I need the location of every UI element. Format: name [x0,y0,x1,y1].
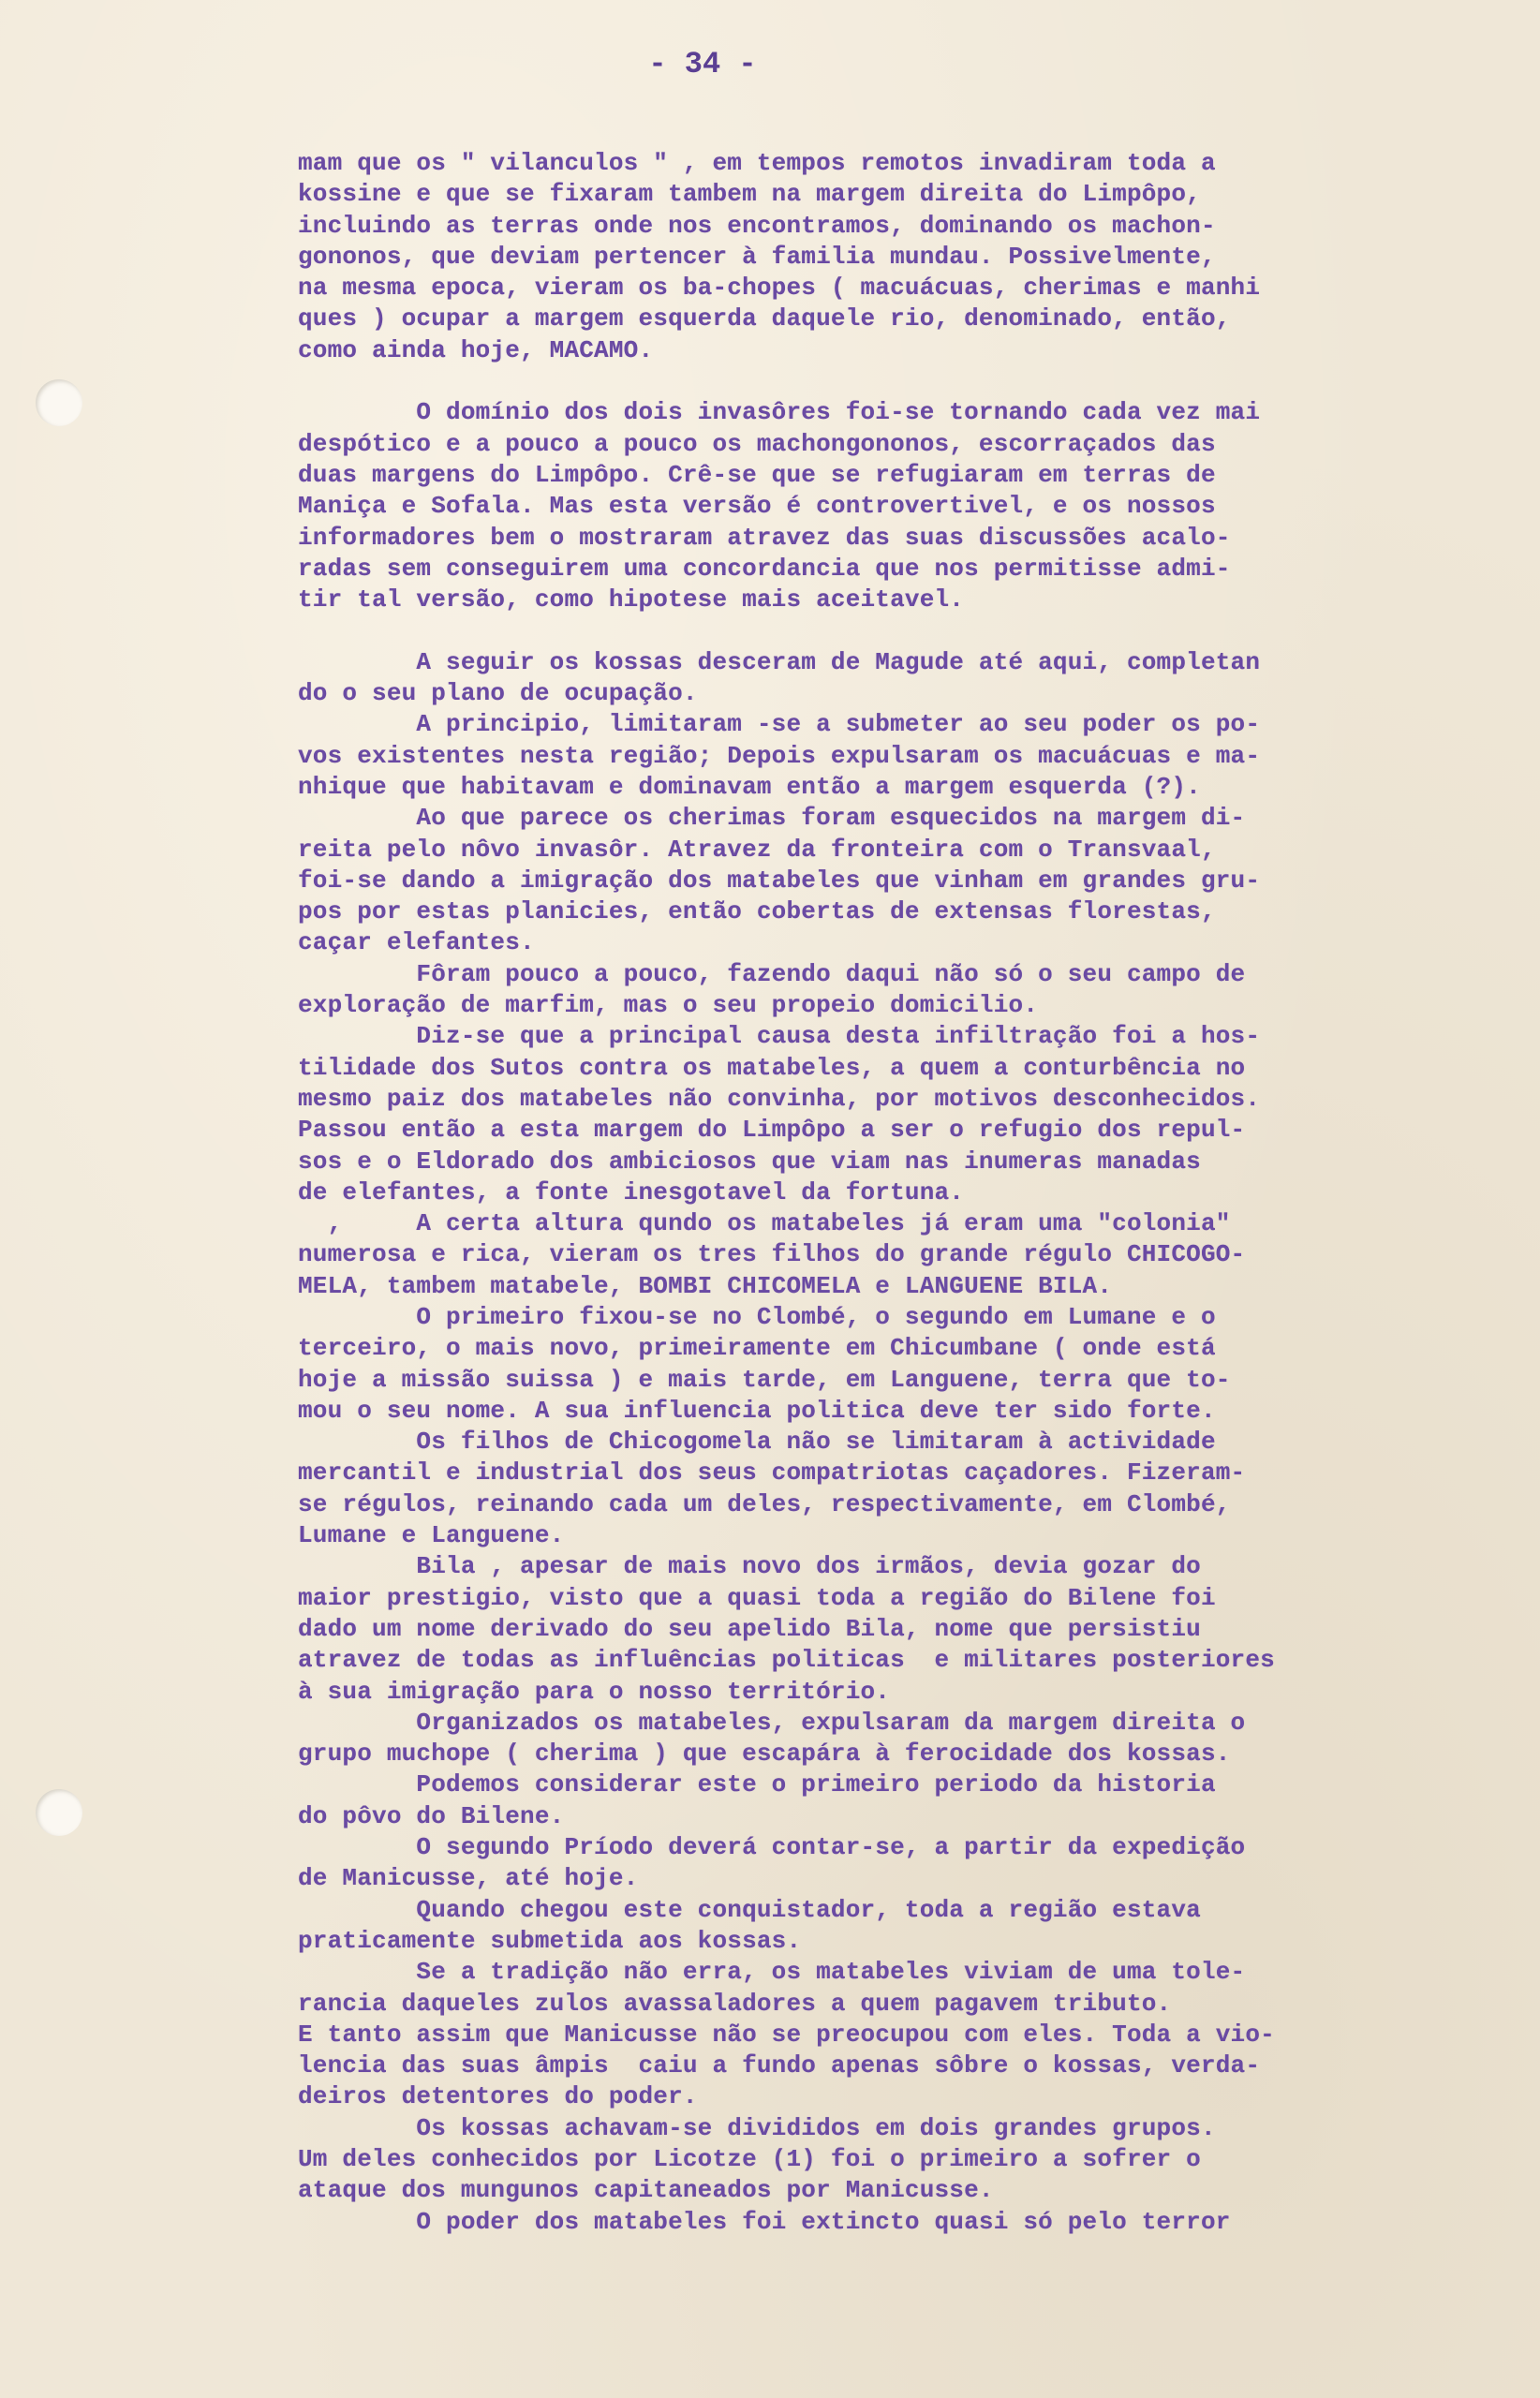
text-line: de Manicusse, até hoje. [298,1864,639,1893]
text-line: Quando chegou este conquistador, toda a região estava [298,1895,1201,1924]
paragraph-gap [298,366,1525,397]
text-line: mou o seu nome. A sua influencia politica deve ter sido forte. [298,1396,1216,1425]
text-line: kossine e que se fixaram tambem na margem direita do Limpôpo, [298,180,1201,209]
text-line: O poder dos matabeles foi extincto quasi só pelo terror [298,2207,1231,2236]
text-line: Organizados os matabeles, expulsaram da margem direita o [298,1708,1246,1737]
text-line: grupo muchope ( cherima ) que escapára à ferocidade dos kossas. [298,1739,1231,1769]
text-line: radas sem conseguirem uma concordancia que nos permitisse admi- [298,554,1231,583]
text-line: Os filhos de Chicogomela não se limitaram à actividade [298,1428,1216,1457]
text-line: se régulos, reinando cada um deles, respectivamente, em Clombé, [298,1489,1231,1518]
text-line: A principio, limitaram -se a submeter ao seu poder os po- [298,710,1261,739]
text-line: MELA, tambem matabele, BOMBI CHICOMELA e LANGUENE BILA. [298,1271,1113,1300]
text-line: rancia daqueles zulos avassaladores a quem pagavem tributo. [298,1989,1172,2018]
text-line: Lumane e Languene. [298,1521,565,1550]
text-line: Um deles conhecidos por Licotze (1) foi o primeiro a sofrer o [298,2145,1201,2173]
text-line: como ainda hoje, MACAMO. [298,335,654,364]
paragraph-gap [298,615,1525,646]
text-line: mesmo paiz dos matabeles não convinha, por motivos desconhecidos. [298,1084,1261,1113]
text-line: lencia das suas âmpis caiu a fundo apenas sôbre o kossas, verda- [298,2051,1261,2080]
text-line: atravez de todas as influências politicas e militares posteriores [298,1646,1275,1675]
typewritten-text-body [298,148,1525,2238]
text-line: despótico e a pouco a pouco os machongononos, escorraçados das [298,429,1216,458]
text-line: E tanto assim que Manicusse não se preocupou com eles. Toda a vio- [298,2020,1275,2049]
text-line: ataque dos mungunos capitaneados por Manicusse. [298,2176,994,2205]
text-line: Bila , apesar de mais novo dos irmãos, devia gozar do [298,1552,1201,1581]
text-line: do o seu plano de ocupação. [298,679,698,708]
text-line: O domínio dos dois invasôres foi-se tornando cada vez mai [298,398,1261,427]
punch-hole-top [36,379,82,426]
text-line: reita pelo nôvo invasôr. Atravez da fronteira com o Transvaal, [298,835,1216,864]
text-line: duas margens do Limpôpo. Crê-se que se refugiaram em terras de [298,460,1216,489]
text-line: incluindo as terras onde nos encontramos, dominando os machon- [298,211,1216,240]
text-line: O segundo Príodo deverá contar-se, a partir da expedição [298,1833,1246,1862]
text-line: Diz-se que a principal causa desta infiltração foi a hos- [298,1022,1261,1051]
text-line: exploração de marfim, mas o seu propeio domicilio. [298,991,1039,1020]
text-line: informadores bem o mostraram atravez das suas discussões acalo- [298,523,1231,552]
text-line: numerosa e rica, vieram os tres filhos do grande régulo CHICOGO- [298,1240,1246,1269]
text-line: à sua imigração para o nosso território. [298,1677,891,1706]
text-line: Se a tradição não erra, os matabeles viviam de uma tole- [298,1958,1246,1987]
text-line: Passou então a esta margem do Limpôpo a ser o refugio dos repul- [298,1116,1246,1145]
text-line: mercantil e industrial dos seus compatriotas caçadores. Fizeram- [298,1458,1246,1488]
text-line: pos por estas planicies, então cobertas de extensas florestas, [298,897,1216,926]
text-line: caçar elefantes. [298,928,535,957]
text-line: ques ) ocupar a margem esquerda daquele rio, denominado, então, [298,304,1231,333]
text-line: Os kossas achavam-se divididos em dois grandes grupos. [298,2113,1216,2142]
text-line: dado um nome derivado do seu apelido Bila, nome que persistiu [298,1614,1201,1643]
text-line: mam que os " vilanculos " , em tempos remotos invadiram toda a [298,149,1216,177]
text-line: tilidade dos Sutos contra os matabeles, a quem a conturbência no [298,1053,1246,1082]
text-line: terceiro, o mais novo, primeiramente em Chicumbane ( onde está [298,1334,1216,1363]
text-line: na mesma epoca, vieram os ba-chopes ( macuácuas, cherimas e manhi [298,274,1261,303]
text-line: maior prestigio, visto que a quasi toda a região do Bilene foi [298,1583,1216,1612]
text-line: Maniça e Sofala. Mas esta versão é controvertivel, e os nossos [298,492,1216,521]
text-line: , A certa altura qundo os matabeles já eram uma "colonia" [298,1209,1231,1238]
text-line: tir tal versão, como hipotese mais aceitavel. [298,585,965,614]
text-line: de elefantes, a fonte inesgotavel da fortuna. [298,1177,965,1206]
text-line: sos e o Eldorado dos ambiciosos que viam nas inumeras manadas [298,1147,1201,1176]
text-line: O primeiro fixou-se no Clombé, o segundo em Lumane e o [298,1302,1216,1331]
page-number: - 34 - [648,47,757,81]
text-line: gononos, que deviam pertencer à familia mundau. Possivelmente, [298,242,1216,271]
text-line: vos existentes nesta região; Depois expulsaram os macuácuas e ma- [298,741,1261,770]
text-line: do pôvo do Bilene. [298,1801,565,1830]
text-line: Ao que parece os cherimas foram esquecidos na margem di- [298,804,1246,833]
text-line: Podemos considerar este o primeiro periodo da historia [298,1770,1216,1799]
text-line: A seguir os kossas desceram de Magude até aqui, completan [298,647,1261,676]
text-line: deiros detentores do poder. [298,2082,698,2111]
text-line: nhique que habitavam e dominavam então a margem esquerda (?). [298,772,1201,801]
text-line: foi-se dando a imigração dos matabeles que vinham em grandes gru- [298,866,1261,895]
text-line: Fôram pouco a pouco, fazendo daqui não só o seu campo de [298,959,1246,988]
text-line: hoje a missão suissa ) e mais tarde, em Languene, terra que to- [298,1365,1231,1394]
punch-hole-bottom [36,1789,82,1836]
text-line: praticamente submetida aos kossas. [298,1926,802,1955]
